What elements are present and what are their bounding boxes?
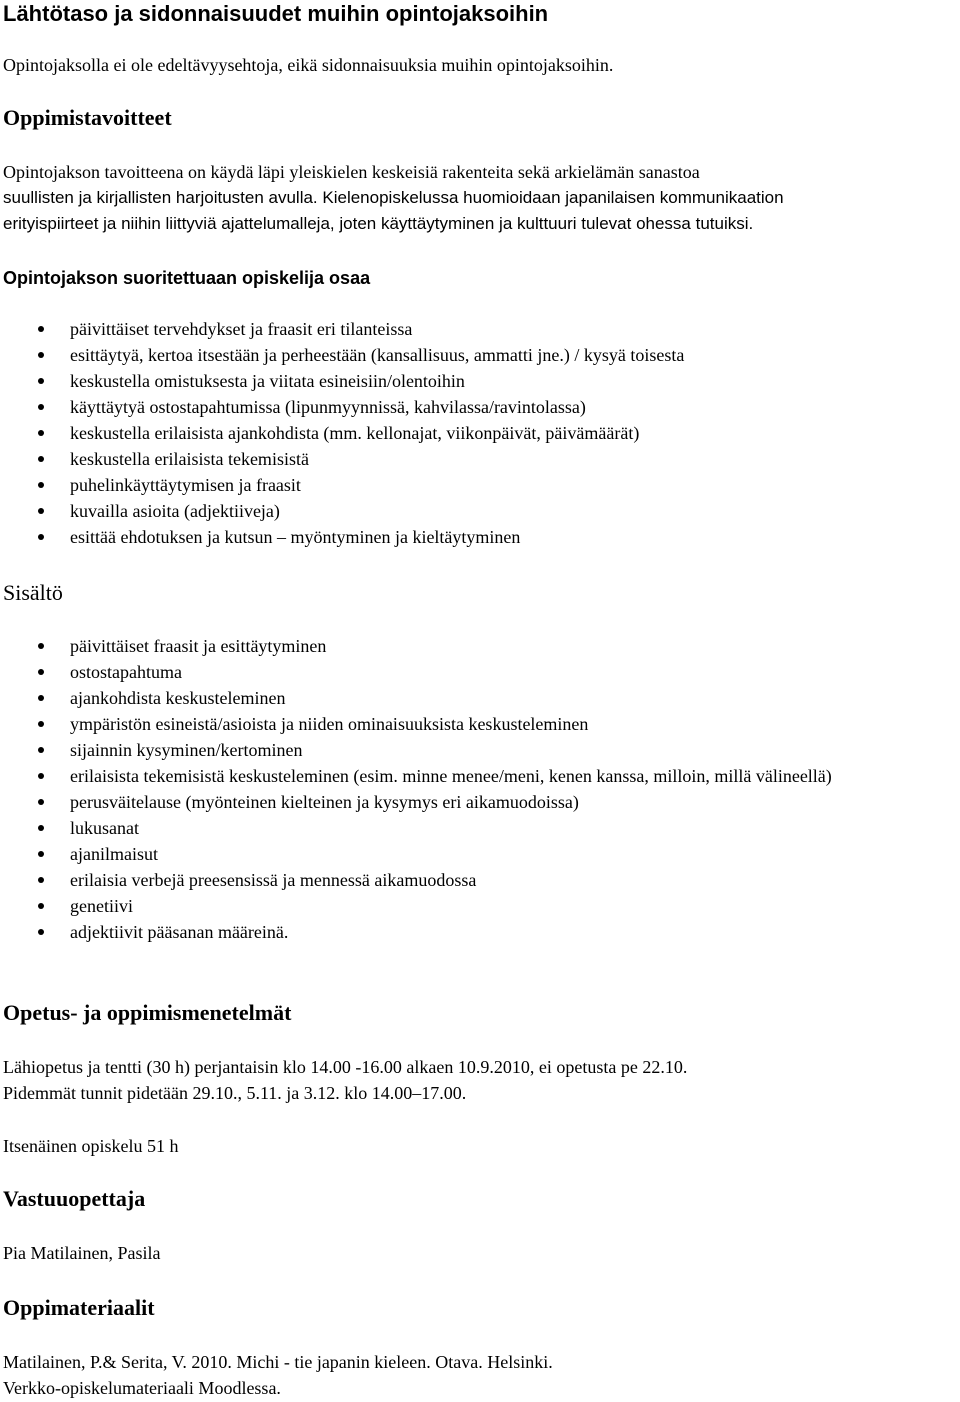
list-item-text: päivittäiset fraasit ja esittäytyminen	[70, 636, 327, 656]
materials-text-line-2: Verkko-opiskelumateriaali Moodlessa.	[3, 1378, 281, 1398]
list-item-text: ympäristön esineistä/asioista ja niiden ominaisuuksista keskusteleminen	[70, 714, 589, 734]
list-item-text: ostostapahtuma	[70, 662, 182, 682]
list-item-text: kuvailla asioita (adjektiiveja)	[70, 501, 280, 521]
objectives-text-line-1: Opintojakson tavoitteena on käydä läpi yleiskielen keskeisiä rakenteita sekä arkielämän sanastoa	[3, 162, 700, 182]
list-item	[0, 659, 940, 685]
list-item	[0, 368, 684, 394]
bullet-icon	[38, 508, 44, 514]
objectives-list	[0, 316, 684, 550]
list-item	[0, 841, 940, 867]
list-item-text: ajanilmaisut	[70, 844, 158, 864]
list-item	[0, 633, 940, 659]
methods-text-line-3: Itsenäinen opiskelu 51 h	[3, 1136, 179, 1156]
bullet-icon	[38, 799, 44, 805]
list-item-text: puhelinkäyttäytymisen ja fraasit	[70, 475, 301, 495]
bullet-icon	[38, 825, 44, 831]
bullet-icon	[38, 903, 44, 909]
heading-content: Sisältö	[3, 580, 63, 605]
list-item-text: sijainnin kysyminen/kertominen	[70, 740, 303, 760]
list-item-text: perusväitelause (myönteinen kielteinen ja kysymys eri aikamuodoissa)	[70, 792, 579, 812]
bullet-icon	[38, 747, 44, 753]
list-item-text: päivittäiset tervehdykset ja fraasit eri tilanteissa	[70, 319, 413, 339]
bullet-icon	[38, 430, 44, 436]
bullet-icon	[38, 721, 44, 727]
list-item	[0, 446, 684, 472]
list-item	[0, 342, 684, 368]
list-item-text: genetiivi	[70, 896, 133, 916]
bullet-icon	[38, 534, 44, 540]
bullet-icon	[38, 482, 44, 488]
list-item-text: esittäytyä, kertoa itsestään ja perheestään (kansallisuus, ammatti jne.) / kysyä toisesta	[70, 345, 685, 365]
subheading-student-can: Opintojakson suoritettuaan opiskelija osaa	[3, 268, 371, 288]
list-item-text: erilaisia verbejä preesensissä ja mennessä aikamuodossa	[70, 870, 477, 890]
list-item-text: esittää ehdotuksen ja kutsun – myöntyminen ja kieltäytyminen	[70, 527, 521, 547]
bullet-icon	[38, 851, 44, 857]
heading-learning-materials: Oppimateriaalit	[3, 1295, 155, 1320]
heading-teaching-methods: Opetus- ja oppimismenetelmät	[3, 1000, 292, 1025]
list-item	[0, 685, 940, 711]
list-item	[0, 763, 940, 789]
list-item	[0, 737, 940, 763]
bullet-icon	[38, 877, 44, 883]
bullet-icon	[38, 326, 44, 332]
methods-text-line-1: Lähiopetus ja tentti (30 h) perjantaisin klo 14.00 -16.00 alkaen 10.9.2010, ei opetusta pe 22.10.	[3, 1057, 688, 1077]
list-item-text: erilaisista tekemisistä keskusteleminen (esim. minne menee/meni, kenen kanssa, milloin, millä välineellä)	[70, 766, 832, 786]
list-item	[0, 919, 940, 945]
list-item	[0, 498, 684, 524]
bullet-icon	[38, 669, 44, 675]
list-item-text: adjektiivit pääsanan määreinä.	[70, 922, 289, 942]
bullet-icon	[38, 378, 44, 384]
list-item-text: keskustella erilaisista tekemisistä	[70, 449, 309, 469]
heading-prerequisites: Lähtötaso ja sidonnaisuudet muihin opintojaksoihin	[3, 1, 549, 26]
list-item-text: käyttäytyä ostostapahtumissa (lipunmyynnissä, kahvilassa/ravintolassa)	[70, 397, 586, 417]
heading-learning-objectives: Oppimistavoitteet	[3, 105, 172, 130]
heading-responsible-teacher: Vastuuopettaja	[3, 1186, 146, 1211]
materials-text-line-1: Matilainen, P.& Serita, V. 2010. Michi - tie japanin kieleen. Otava. Helsinki.	[3, 1352, 553, 1372]
list-item	[0, 789, 940, 815]
bullet-icon	[38, 404, 44, 410]
bullet-icon	[38, 456, 44, 462]
list-item	[0, 867, 940, 893]
bullet-icon	[38, 695, 44, 701]
list-item-text: ajankohdista keskusteleminen	[70, 688, 286, 708]
list-item-text: lukusanat	[70, 818, 139, 838]
list-item	[0, 316, 684, 342]
bullet-icon	[38, 352, 44, 358]
teacher-name: Pia Matilainen, Pasila	[3, 1243, 161, 1263]
prerequisites-text: Opintojaksolla ei ole edeltävyysehtoja, eikä sidonnaisuuksia muihin opintojaksoihin.	[3, 55, 614, 75]
objectives-text-line-3: erityispiirteet ja niihin liittyviä ajattelumalleja, joten käyttäytyminen ja kulttuuri tulevat ohessa tutuiksi.	[3, 214, 754, 233]
list-item-text: keskustella omistuksesta ja viitata esineisiin/olentoihin	[70, 371, 465, 391]
bullet-icon	[38, 773, 44, 779]
bullet-icon	[38, 643, 44, 649]
methods-text-line-2: Pidemmät tunnit pidetään 29.10., 5.11. ja 3.12. klo 14.00–17.00.	[3, 1083, 467, 1103]
list-item	[0, 394, 684, 420]
list-item	[0, 420, 684, 446]
list-item	[0, 472, 684, 498]
list-item	[0, 711, 940, 737]
bullet-icon	[38, 929, 44, 935]
list-item	[0, 815, 940, 841]
list-item	[0, 893, 940, 919]
list-item-text: keskustella erilaisista ajankohdista (mm. kellonajat, viikonpäivät, päivämäärät)	[70, 423, 640, 443]
objectives-text-line-2: suullisten ja kirjallisten harjoitusten avulla. Kielenopiskelussa huomioidaan japanilaisen kommunikaation	[3, 188, 784, 207]
list-item	[0, 524, 684, 550]
content-list	[0, 633, 940, 945]
